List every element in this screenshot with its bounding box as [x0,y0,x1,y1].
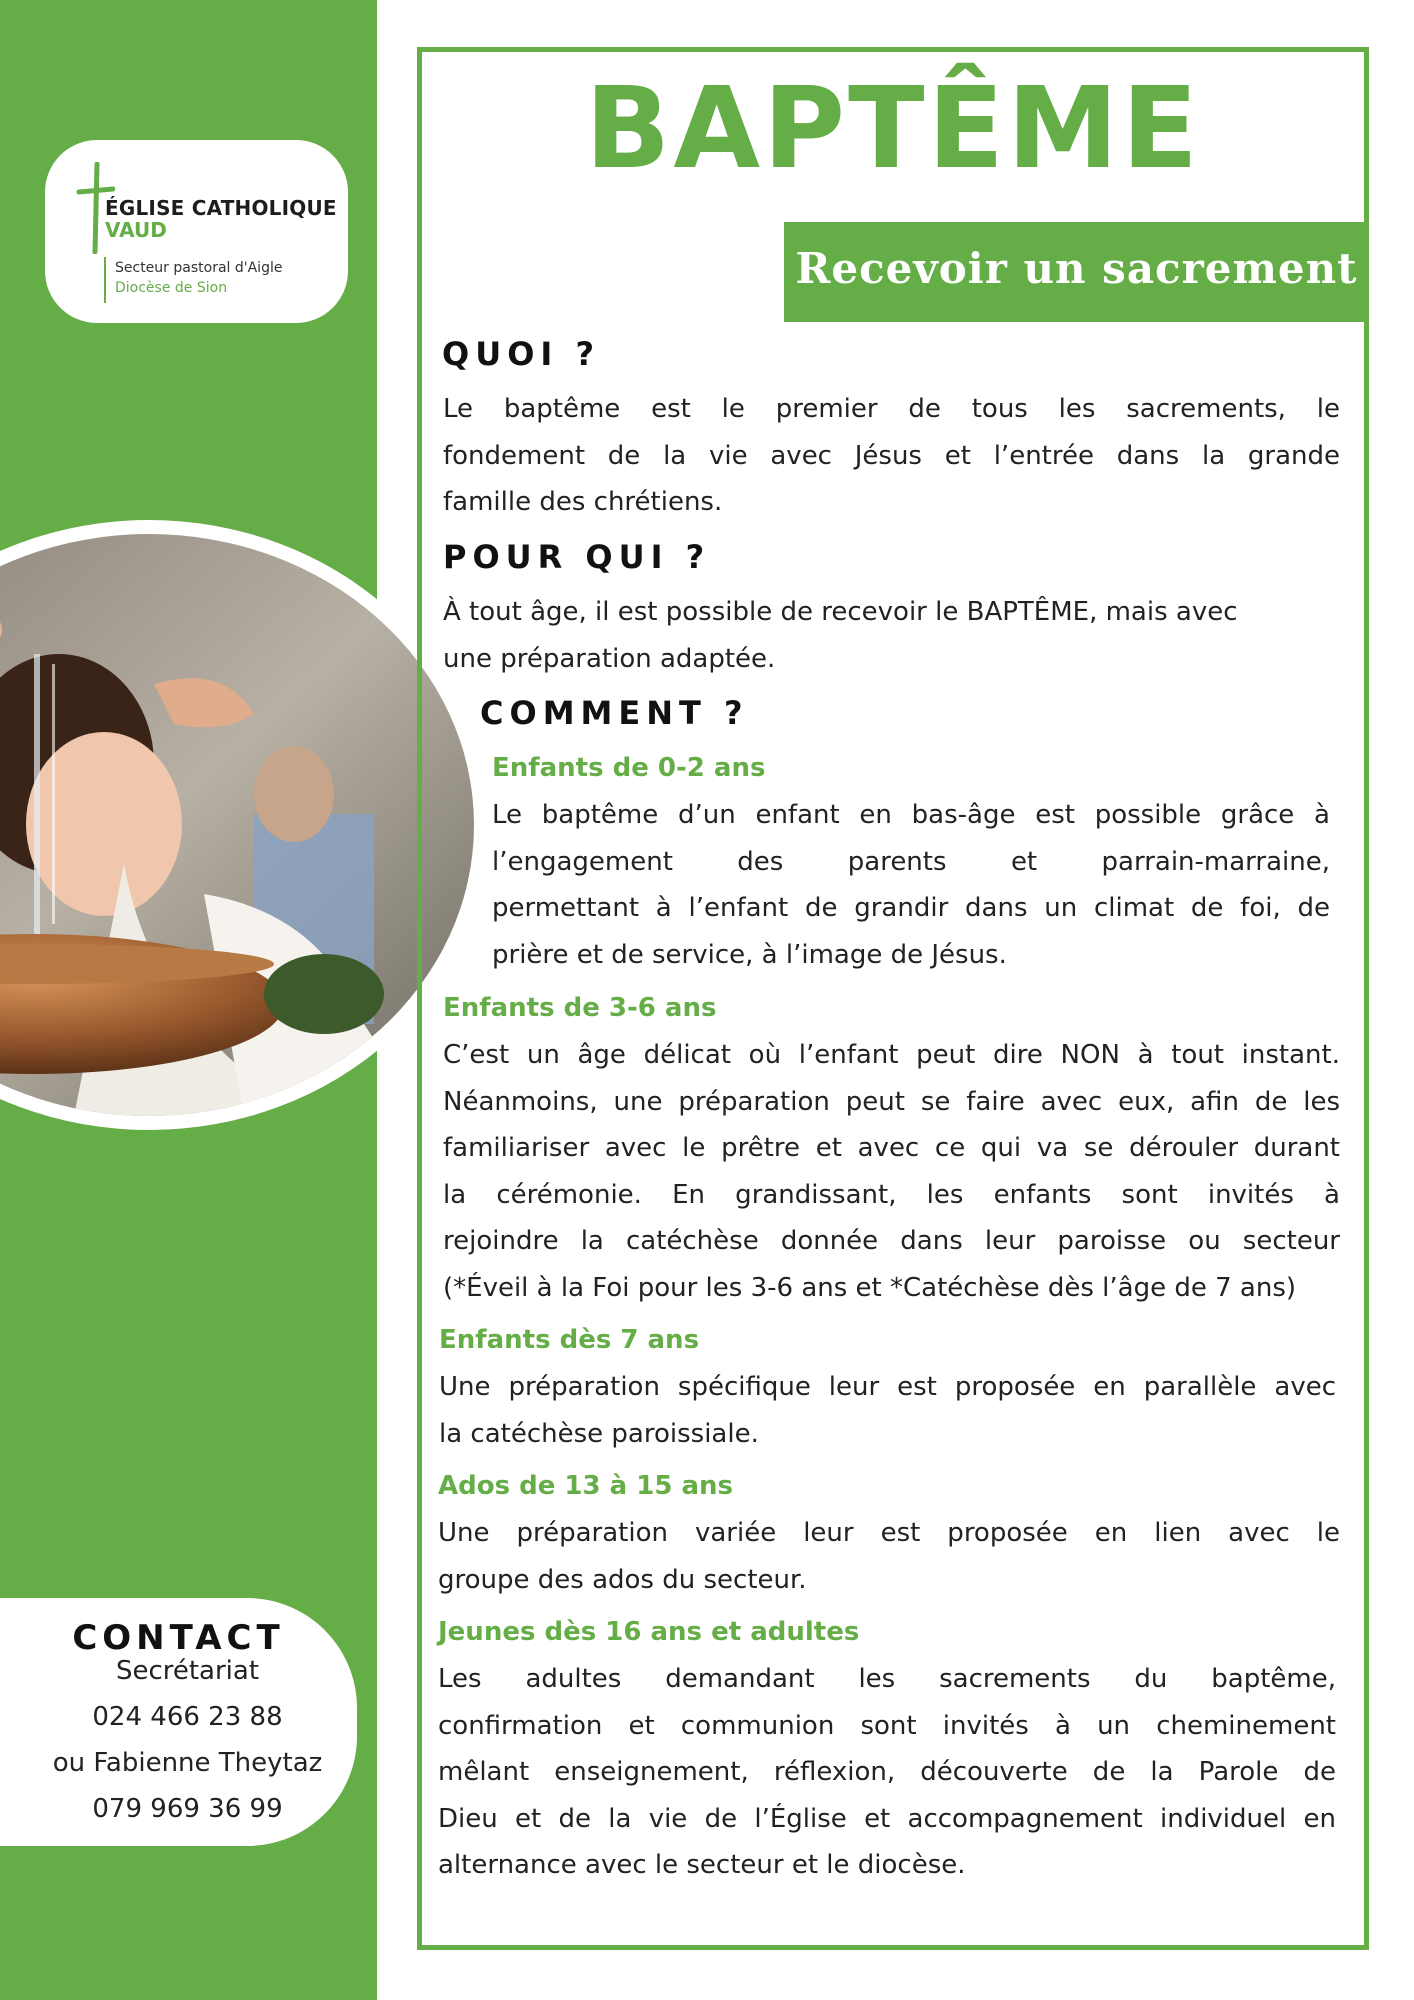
text-line: Le baptême est le premier de tous les sacrements, le [443,394,1340,424]
subtitle: Recevoir un sacrement [795,244,1358,293]
logo-sector: Secteur pastoral d'Aigle [115,260,283,276]
contact-secretariat: Secrétariat [115,1656,260,1686]
logo-diocese: Diocèse de Sion [115,280,228,296]
text-line: famille des chrétiens. [443,487,723,517]
contact-card [0,1598,357,1846]
paragraph-16-adults [438,1656,1336,1889]
text-line: l’engagement des parents et parrain-marraine, [492,846,1330,877]
subheading-3-6: Enfants de 3-6 ans [443,993,717,1023]
paragraph-3-6 [443,1032,1340,1311]
logo-divider [104,257,106,303]
text-line: une préparation adaptée. [443,643,776,674]
page-title: BAPTÊME [585,64,1201,194]
baptism-photo [0,534,474,1116]
text-line: groupe des ados du secteur. [438,1564,807,1595]
text-line: prière et de service, à l’image de Jésus. [492,939,1007,970]
heading-comment: COMMENT ? [480,694,749,732]
text-line: C’est un âge délicat où l’enfant peut dire NON à tout instant. [443,1040,1340,1070]
subtitle-banner [784,222,1369,322]
contact-person: ou Fabienne Theytaz [52,1748,323,1778]
text-line: Une préparation spécifique leur est proposée en parallèle avec [439,1372,1336,1402]
subheading-0-2: Enfants de 0-2 ans [492,753,766,783]
text-line: Néanmoins, une préparation peut se faire avec eux, afin de les [443,1086,1340,1117]
text-line: mêlant enseignement, réflexion, découverte de la Parole de [438,1757,1336,1787]
subheading-7: Enfants dès 7 ans [439,1325,700,1355]
paragraph-pour-qui [443,589,1340,682]
text-line: Le baptême d’un enfant en bas-âge est possible grâce à [492,800,1330,830]
contact-title: CONTACT [72,1618,285,1658]
paragraph-7 [439,1364,1336,1457]
heading-pour-qui: POUR QUI ? [443,538,711,576]
text-line: fondement de la vie avec Jésus et l’entrée dans la grande [443,440,1340,471]
text-line: Une préparation variée leur est proposée en lien avec le [438,1518,1340,1548]
paragraph-0-2 [492,792,1330,978]
text-line: À tout âge, il est possible de recevoir le BAPTÊME, mais avec [443,597,1238,627]
heading-quoi: QUOI ? [442,335,600,373]
text-line: Dieu et de la vie de l’Église et accompagnement individuel en [438,1803,1336,1834]
text-line: alternance avec le secteur et le diocèse. [438,1850,966,1880]
text-line: (*Éveil à la Foi pour les 3-6 ans et *Catéchèse dès l’âge de 7 ans) [443,1272,1297,1303]
paragraph-13-15 [438,1510,1340,1603]
logo [45,140,348,323]
text-line: familiariser avec le prêtre et avec ce qui va se dérouler durant [443,1133,1340,1163]
subheading-13-15: Ados de 13 à 15 ans [438,1471,734,1501]
contact-phone-1: 024 466 23 88 [92,1702,283,1732]
text-line: la cérémonie. En grandissant, les enfants sont invités à [443,1179,1340,1210]
text-line: permettant à l’enfant de grandir dans un climat de foi, de [492,893,1330,923]
text-line: confirmation et communion sont invités à un cheminement [438,1710,1336,1741]
text-line: rejoindre la catéchèse donnée dans leur paroisse ou secteur [443,1226,1340,1256]
text-line: la catéchèse paroissiale. [439,1418,759,1449]
logo-canton: VAUD [105,218,167,242]
contact-phone-2: 079 969 36 99 [92,1794,283,1824]
subheading-16-adults: Jeunes dès 16 ans et adultes [438,1617,860,1647]
text-line: Les adultes demandant les sacrements du baptême, [438,1664,1336,1694]
paragraph-quoi [443,386,1340,526]
logo-church-name: ÉGLISE CATHOLIQUE [105,196,337,220]
